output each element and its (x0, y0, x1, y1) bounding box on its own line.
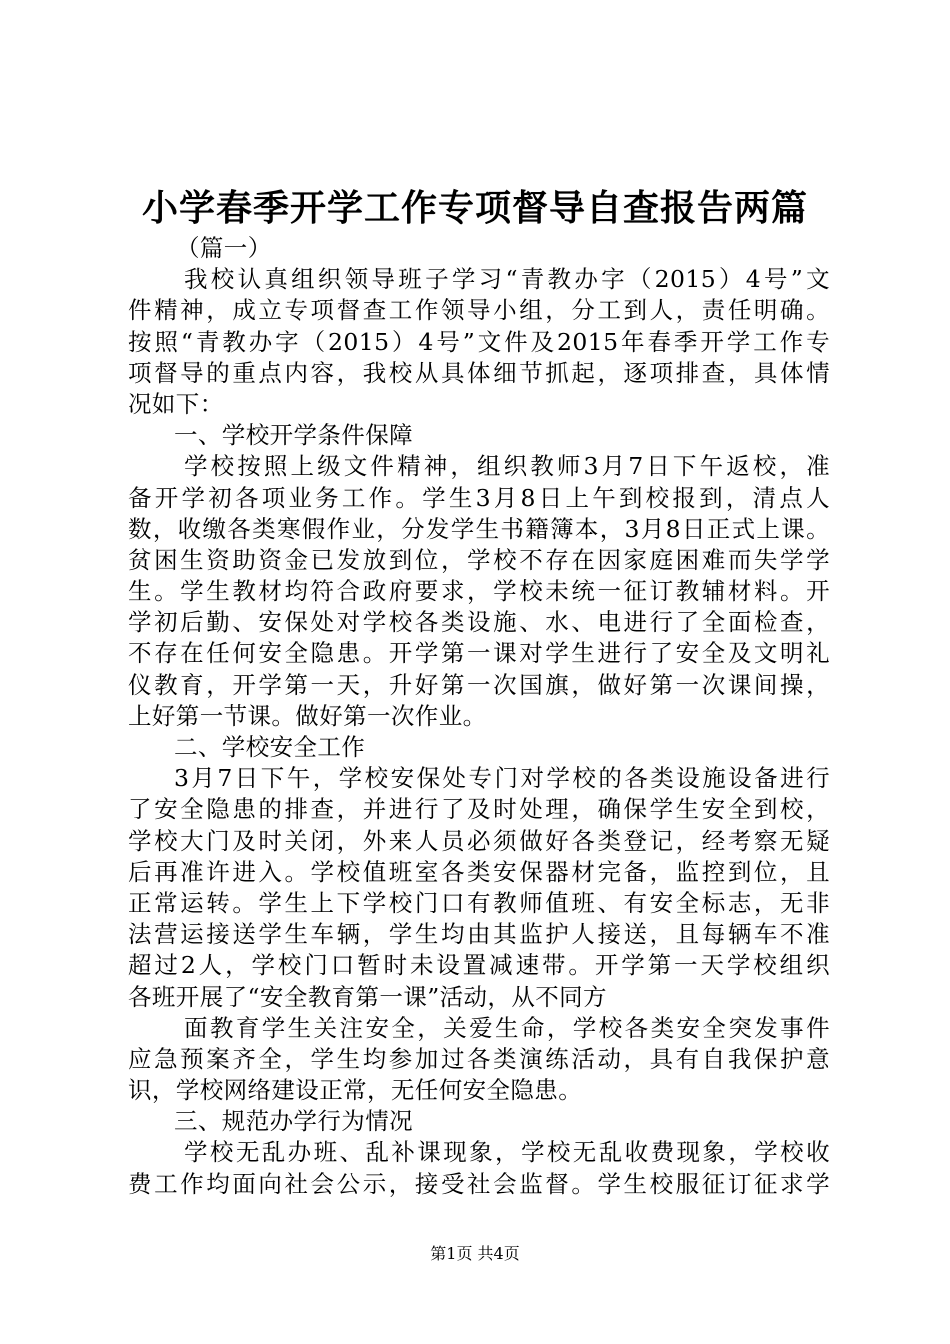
paragraph-line: 应急预案齐全，学生均参加过各类演练活动，具有自我保护意 (128, 1044, 830, 1073)
paragraph-line: 学校大门及时关闭，外来人员必须做好各类登记，经考察无疑 (128, 826, 830, 855)
paragraph-line: 法营运接送学生车辆，学生均由其监护人接送，且每辆车不准 (128, 920, 830, 949)
page-footer: 第1页 共4页 (430, 1244, 520, 1263)
section-heading: 二、学校安全工作 (174, 733, 366, 761)
paragraph-line: 识，学校网络建设正常，无任何安全隐患。 (128, 1076, 583, 1105)
paragraph-line: 仪教育，开学第一天，升好第一次国旗，做好第一次课间操， (128, 670, 830, 699)
paragraph-line: 了安全隐患的排查，并进行了及时处理，确保学生安全到校， (128, 795, 830, 824)
paragraph-line: 3月7日下午，学校安保处专门对学校的各类设施设备进行 (174, 764, 830, 793)
paragraph-line: 况如下： (128, 389, 224, 418)
paragraph-line: 我校认真组织领导班子学习“青教办字（2015）4号”文 (184, 265, 830, 294)
paragraph-line: 后再准许进入。学校值班室各类安保器材完备，监控到位，且 (128, 857, 830, 886)
paragraph-line: 备开学初各项业务工作。学生3月8日上午到校报到，清点人 (128, 483, 830, 512)
section-label: （篇一） (176, 234, 272, 262)
document-title: 小学春季开学工作专项督导自查报告两篇 (141, 187, 808, 229)
paragraph-line: 学初后勤、安保处对学校各类设施、水、电进行了全面检查， (128, 608, 830, 637)
section-heading: 一、学校开学条件保障 (174, 421, 413, 450)
paragraph-line: 数，收缴各类寒假作业，分发学生书籍簿本，3月8日正式上课。 (128, 514, 830, 543)
section-heading: 三、规范办学行为情况 (174, 1107, 413, 1136)
paragraph-line: 面教育学生关注安全，关爱生命，学校各类安全突发事件 (184, 1013, 830, 1042)
document-body (128, 233, 830, 1200)
paragraph-line: 费工作均面向社会公示，接受社会监督。学生校服征订征求学 (128, 1169, 830, 1198)
paragraph-line: 生。学生教材均符合政府要求，学校未统一征订教辅材料。开 (128, 577, 830, 606)
paragraph-line: 件精神，成立专项督查工作领导小组，分工到人，责任明确。 (128, 296, 830, 325)
paragraph-line: 按照“青教办字（2015）4号”文件及2015年春季开学工作专 (128, 327, 830, 356)
paragraph-line: 学校无乱办班、乱补课现象，学校无乱收费现象，学校收 (184, 1138, 830, 1167)
paragraph-line: 上好第一节课。做好第一次作业。 (128, 701, 487, 730)
paragraph-line: 超过2人，学校门口暂时未设置减速带。开学第一天学校组织 (128, 951, 830, 980)
paragraph-line: 各班开展了“安全教育第一课”活动，从不同方 (128, 982, 607, 1011)
paragraph-line: 不存在任何安全隐患。开学第一课对学生进行了安全及文明礼 (128, 639, 830, 668)
paragraph-line: 项督导的重点内容，我校从具体细节抓起，逐项排查，具体情 (128, 358, 830, 387)
paragraph-line: 贫困生资助资金已发放到位，学校不存在因家庭困难而失学学 (128, 545, 830, 574)
paragraph-line: 正常运转。学生上下学校门口有教师值班、有安全标志，无非 (128, 888, 830, 917)
paragraph-line: 学校按照上级文件精神，组织教师3月7日下午返校，准 (184, 452, 830, 481)
